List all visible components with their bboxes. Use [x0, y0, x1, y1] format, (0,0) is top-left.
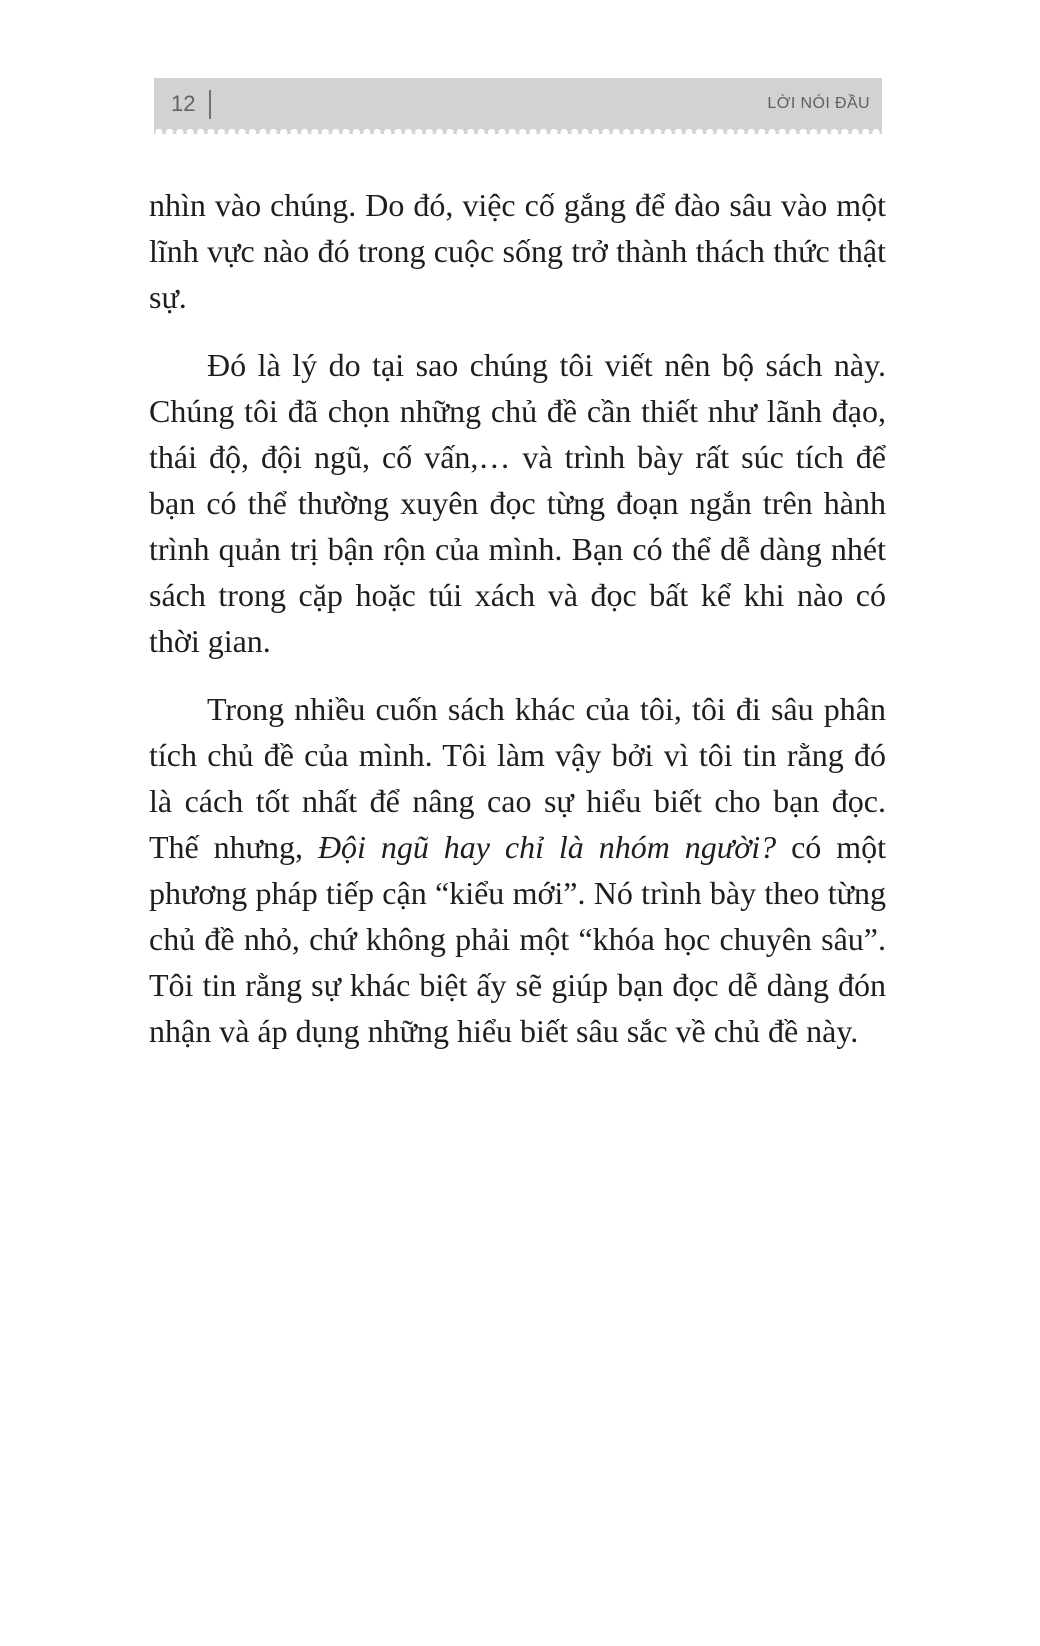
section-title: LỜI NÓI ĐẦU: [767, 95, 870, 112]
page-number: 12: [171, 91, 196, 116]
body-paragraph: Đó là lý do tại sao chúng tôi viết nên bộ sách này. Chúng tôi đã chọn những chủ đề cần thiết như lãnh đạo, thái độ, đội ngũ, cố vấn,… và trình bày rất súc tích để bạn có thể thường xuyên đọc từng đoạn ngắn trên hành trình quản trị bận rộn của mình. Bạn có thể dễ dàng nhét sách trong cặp hoặc túi xách và đọc bất kể khi nào có thời gian.: [149, 347, 886, 659]
body-paragraph: nhìn vào chúng. Do đó, việc cố gắng để đào sâu vào một lĩnh vực nào đó trong cuộc sống trở thành thách thức thật sự.: [149, 187, 886, 315]
body-paragraph: [149, 686, 886, 1054]
page-header-bar: [154, 78, 882, 134]
paragraph-text: có một phương pháp tiếp cận “kiểu mới”. Nó trình bày theo từng chủ đề nhỏ, chứ không phải một “khóa học chuyên sâu”. Tôi tin rằng sự khác biệt ấy sẽ giúp bạn đọc dễ dàng đón nhận và áp dụng những hiểu biết sâu sắc về chủ đề này.: [149, 829, 887, 1049]
paragraph-text: Trong nhiều cuốn sách khác của tôi, tôi đi sâu phân tích chủ đề của mình. Tôi làm vậy bởi vì tôi tin rằng đó là cách tốt nhất để nâng cao sự hiểu biết cho bạn đọc. Thế nhưng,: [149, 691, 886, 865]
page-number-group: [171, 90, 211, 119]
vertical-divider: [209, 90, 211, 119]
book-title-italic: Đội ngũ hay chỉ là nhóm người?: [317, 829, 777, 865]
page-body: [149, 182, 886, 1076]
